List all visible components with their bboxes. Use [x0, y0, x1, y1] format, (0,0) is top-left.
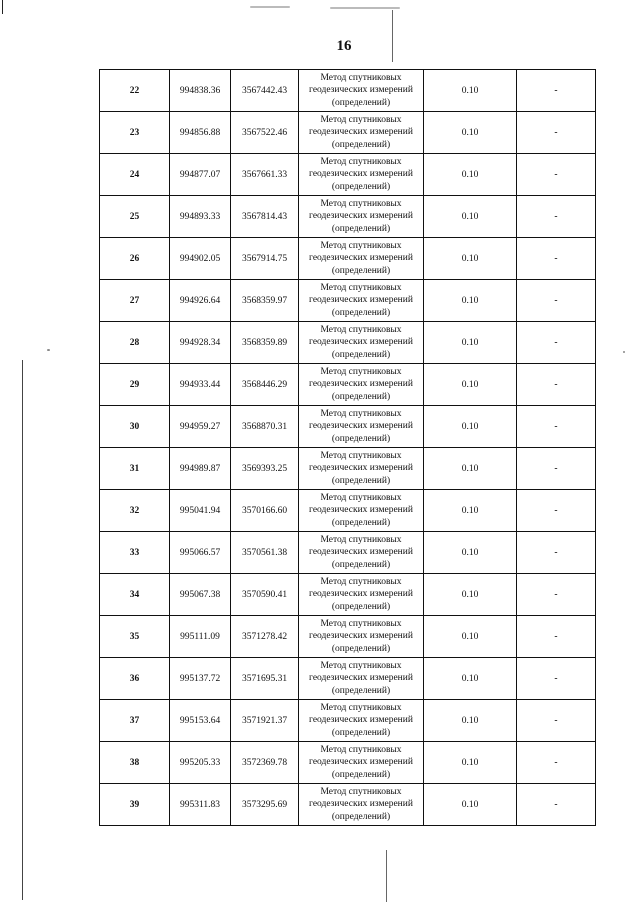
method-cell: [299, 448, 424, 490]
method-line: геодезических измерений: [309, 211, 413, 222]
method-cell: [299, 574, 424, 616]
method-line: (определений): [331, 769, 391, 780]
note-cell: -: [517, 700, 596, 742]
table-row: [100, 238, 596, 280]
table-row: [100, 532, 596, 574]
accuracy-cell: 0.10: [424, 784, 517, 826]
note-cell: -: [517, 154, 596, 196]
method-cell: [299, 490, 424, 532]
point-number-cell: 23: [100, 112, 170, 154]
point-number-cell: 26: [100, 238, 170, 280]
method-line: геодезических измерений: [309, 715, 413, 726]
method-line: геодезических измерений: [309, 673, 413, 684]
point-number-cell: 28: [100, 322, 170, 364]
accuracy-cell: 0.10: [424, 70, 517, 112]
x-coordinate-cell: 995153.64: [170, 700, 231, 742]
method-line: (определений): [331, 517, 391, 528]
method-line: Метод спутниковых: [320, 618, 402, 629]
scan-dust: [623, 351, 625, 353]
x-coordinate-cell: 994902.05: [170, 238, 231, 280]
method-line: (определений): [331, 643, 391, 654]
table-row: [100, 70, 596, 112]
method-line: (определений): [331, 559, 391, 570]
method-line: геодезических измерений: [309, 757, 413, 768]
y-coordinate-cell: 3567914.75: [231, 238, 299, 280]
page-number: 16: [336, 38, 352, 54]
method-line: (определений): [331, 601, 391, 612]
note-cell: -: [517, 490, 596, 532]
x-coordinate-cell: 994989.87: [170, 448, 231, 490]
y-coordinate-cell: 3569393.25: [231, 448, 299, 490]
x-coordinate-cell: 994856.88: [170, 112, 231, 154]
method-cell: [299, 658, 424, 700]
method-line: геодезических измерений: [309, 631, 413, 642]
method-line: (определений): [331, 349, 391, 360]
method-cell: [299, 742, 424, 784]
accuracy-cell: 0.10: [424, 280, 517, 322]
table-row: [100, 112, 596, 154]
x-coordinate-cell: 994926.64: [170, 280, 231, 322]
method-line: (определений): [331, 727, 391, 738]
method-line: Метод спутниковых: [320, 744, 402, 755]
method-line: (определений): [331, 265, 391, 276]
point-number-cell: 39: [100, 784, 170, 826]
note-cell: -: [517, 784, 596, 826]
method-line: Метод спутниковых: [320, 72, 402, 83]
table-row: [100, 364, 596, 406]
x-coordinate-cell: 995066.57: [170, 532, 231, 574]
x-coordinate-cell: 995205.33: [170, 742, 231, 784]
y-coordinate-cell: 3568359.97: [231, 280, 299, 322]
note-cell: -: [517, 616, 596, 658]
coordinates-table: [99, 69, 596, 826]
y-coordinate-cell: 3570166.60: [231, 490, 299, 532]
method-line: геодезических измерений: [309, 505, 413, 516]
method-line: (определений): [331, 139, 391, 150]
note-cell: -: [517, 532, 596, 574]
method-line: Метод спутниковых: [320, 408, 402, 419]
scan-dust: [250, 6, 290, 8]
note-cell: -: [517, 112, 596, 154]
y-coordinate-cell: 3568446.29: [231, 364, 299, 406]
method-cell: [299, 238, 424, 280]
x-coordinate-cell: 995137.72: [170, 658, 231, 700]
y-coordinate-cell: 3567522.46: [231, 112, 299, 154]
method-cell: [299, 406, 424, 448]
note-cell: -: [517, 70, 596, 112]
x-coordinate-cell: 995067.38: [170, 574, 231, 616]
scan-edge-top-left: [2, 0, 3, 14]
method-line: (определений): [331, 475, 391, 486]
method-line: геодезических измерений: [309, 547, 413, 558]
point-number-cell: 33: [100, 532, 170, 574]
method-cell: [299, 196, 424, 238]
method-line: Метод спутниковых: [320, 786, 402, 797]
scan-dust: [330, 7, 400, 9]
y-coordinate-cell: 3572369.78: [231, 742, 299, 784]
accuracy-cell: 0.10: [424, 490, 517, 532]
point-number-cell: 34: [100, 574, 170, 616]
method-line: Метод спутниковых: [320, 156, 402, 167]
accuracy-cell: 0.10: [424, 742, 517, 784]
method-line: геодезических измерений: [309, 85, 413, 96]
accuracy-cell: 0.10: [424, 616, 517, 658]
method-line: Метод спутниковых: [320, 240, 402, 251]
y-coordinate-cell: 3568359.89: [231, 322, 299, 364]
scan-fold-bottom: [386, 850, 387, 902]
note-cell: -: [517, 196, 596, 238]
table-row: [100, 154, 596, 196]
method-line: геодезических измерений: [309, 379, 413, 390]
method-line: Метод спутниковых: [320, 114, 402, 125]
accuracy-cell: 0.10: [424, 364, 517, 406]
accuracy-cell: 0.10: [424, 154, 517, 196]
y-coordinate-cell: 3571695.31: [231, 658, 299, 700]
accuracy-cell: 0.10: [424, 112, 517, 154]
note-cell: -: [517, 280, 596, 322]
table-row: [100, 280, 596, 322]
method-line: геодезических измерений: [309, 295, 413, 306]
y-coordinate-cell: 3570590.41: [231, 574, 299, 616]
x-coordinate-cell: 995111.09: [170, 616, 231, 658]
method-line: геодезических измерений: [309, 799, 413, 810]
method-line: Метод спутниковых: [320, 366, 402, 377]
table-row: [100, 322, 596, 364]
note-cell: -: [517, 322, 596, 364]
method-line: Метод спутниковых: [320, 492, 402, 503]
method-cell: [299, 322, 424, 364]
y-coordinate-cell: 3567814.43: [231, 196, 299, 238]
x-coordinate-cell: 994893.33: [170, 196, 231, 238]
point-number-cell: 38: [100, 742, 170, 784]
method-line: геодезических измерений: [309, 127, 413, 138]
point-number-cell: 24: [100, 154, 170, 196]
scan-dust: [47, 349, 50, 351]
method-line: (определений): [331, 97, 391, 108]
table-row: [100, 448, 596, 490]
method-line: Метод спутниковых: [320, 198, 402, 209]
table-row: [100, 742, 596, 784]
method-line: (определений): [331, 181, 391, 192]
scan-edge-left: [22, 360, 23, 900]
method-cell: [299, 700, 424, 742]
method-cell: [299, 532, 424, 574]
note-cell: -: [517, 574, 596, 616]
accuracy-cell: 0.10: [424, 658, 517, 700]
method-line: (определений): [331, 811, 391, 822]
coordinates-table-body: [100, 70, 596, 826]
x-coordinate-cell: 995041.94: [170, 490, 231, 532]
accuracy-cell: 0.10: [424, 238, 517, 280]
table-row: [100, 700, 596, 742]
method-line: геодезических измерений: [309, 169, 413, 180]
point-number-cell: 37: [100, 700, 170, 742]
method-cell: [299, 154, 424, 196]
y-coordinate-cell: 3567442.43: [231, 70, 299, 112]
method-line: геодезических измерений: [309, 463, 413, 474]
method-cell: [299, 112, 424, 154]
method-cell: [299, 616, 424, 658]
method-line: Метод спутниковых: [320, 324, 402, 335]
note-cell: -: [517, 238, 596, 280]
x-coordinate-cell: 994959.27: [170, 406, 231, 448]
method-cell: [299, 70, 424, 112]
method-line: геодезических измерений: [309, 337, 413, 348]
note-cell: -: [517, 658, 596, 700]
x-coordinate-cell: 994838.36: [170, 70, 231, 112]
accuracy-cell: 0.10: [424, 574, 517, 616]
method-line: (определений): [331, 433, 391, 444]
method-line: (определений): [331, 391, 391, 402]
y-coordinate-cell: 3571278.42: [231, 616, 299, 658]
point-number-cell: 27: [100, 280, 170, 322]
y-coordinate-cell: 3567661.33: [231, 154, 299, 196]
note-cell: -: [517, 364, 596, 406]
table-row: [100, 406, 596, 448]
point-number-cell: 32: [100, 490, 170, 532]
accuracy-cell: 0.10: [424, 406, 517, 448]
y-coordinate-cell: 3573295.69: [231, 784, 299, 826]
method-line: Метод спутниковых: [320, 450, 402, 461]
note-cell: -: [517, 742, 596, 784]
accuracy-cell: 0.10: [424, 448, 517, 490]
point-number-cell: 35: [100, 616, 170, 658]
note-cell: -: [517, 448, 596, 490]
method-line: Метод спутниковых: [320, 576, 402, 587]
method-line: Метод спутниковых: [320, 282, 402, 293]
method-line: Метод спутниковых: [320, 660, 402, 671]
note-cell: -: [517, 406, 596, 448]
accuracy-cell: 0.10: [424, 196, 517, 238]
table-row: [100, 196, 596, 238]
point-number-cell: 31: [100, 448, 170, 490]
accuracy-cell: 0.10: [424, 532, 517, 574]
x-coordinate-cell: 994933.44: [170, 364, 231, 406]
point-number-cell: 22: [100, 70, 170, 112]
table-row: [100, 616, 596, 658]
table-row: [100, 658, 596, 700]
x-coordinate-cell: 995311.83: [170, 784, 231, 826]
accuracy-cell: 0.10: [424, 700, 517, 742]
x-coordinate-cell: 994928.34: [170, 322, 231, 364]
method-cell: [299, 784, 424, 826]
method-line: (определений): [331, 307, 391, 318]
method-line: геодезических измерений: [309, 421, 413, 432]
method-line: геодезических измерений: [309, 589, 413, 600]
accuracy-cell: 0.10: [424, 322, 517, 364]
method-cell: [299, 280, 424, 322]
method-line: геодезических измерений: [309, 253, 413, 264]
table-row: [100, 574, 596, 616]
point-number-cell: 25: [100, 196, 170, 238]
x-coordinate-cell: 994877.07: [170, 154, 231, 196]
table-row: [100, 784, 596, 826]
method-line: (определений): [331, 223, 391, 234]
method-line: Метод спутниковых: [320, 702, 402, 713]
point-number-cell: 29: [100, 364, 170, 406]
method-cell: [299, 364, 424, 406]
method-line: (определений): [331, 685, 391, 696]
method-line: Метод спутниковых: [320, 534, 402, 545]
table-row: [100, 490, 596, 532]
y-coordinate-cell: 3571921.37: [231, 700, 299, 742]
point-number-cell: 36: [100, 658, 170, 700]
y-coordinate-cell: 3568870.31: [231, 406, 299, 448]
y-coordinate-cell: 3570561.38: [231, 532, 299, 574]
point-number-cell: 30: [100, 406, 170, 448]
